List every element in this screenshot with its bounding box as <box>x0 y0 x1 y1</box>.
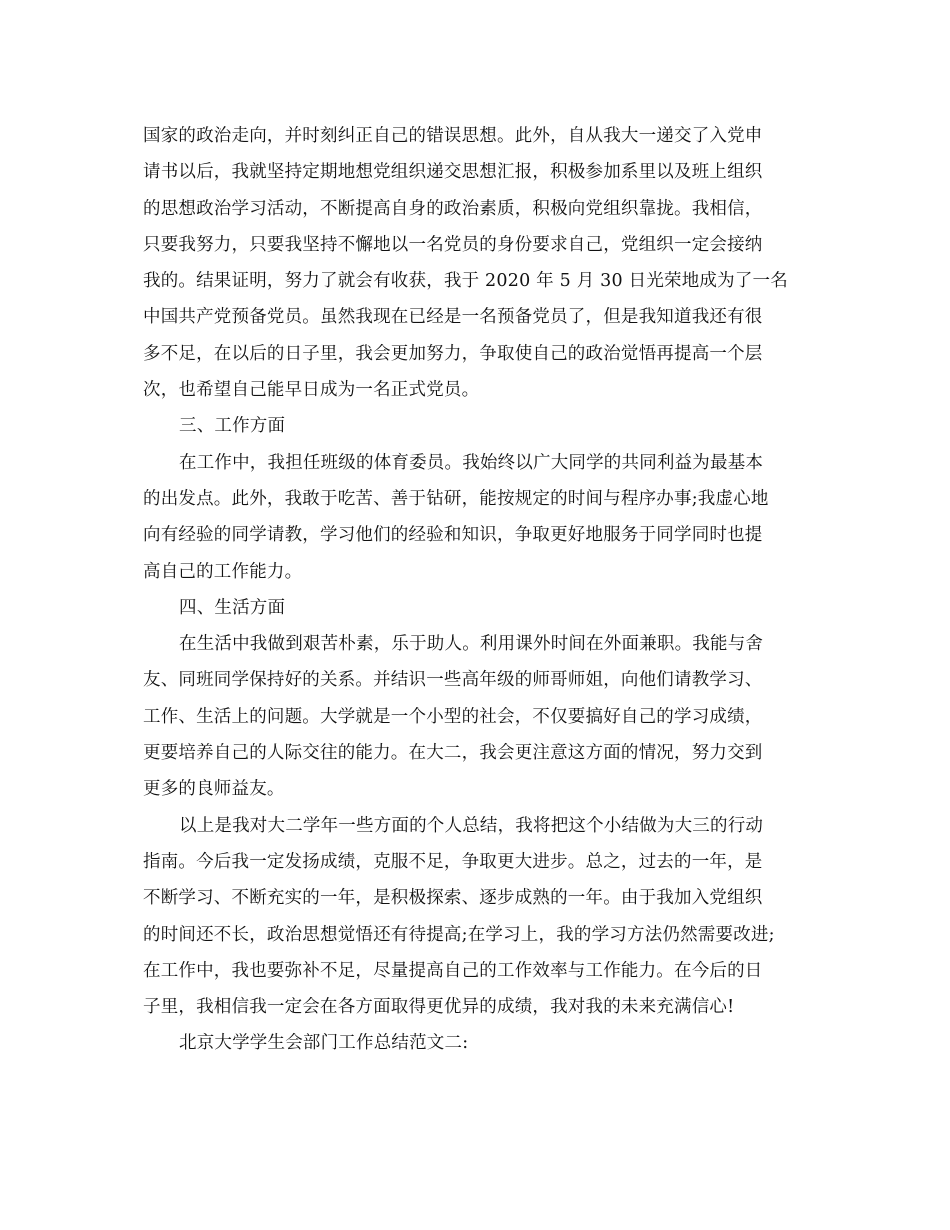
text-line: 向有经验的同学请教，学习他们的经验和知识，争取更好地服务于同学同时也提 <box>143 525 763 546</box>
paragraph-first-line: 以上是我对大二学年一些方面的个人总结，我将把这个小结做为大三的行动 <box>179 815 764 836</box>
paragraph-first-line: 北京大学学生会部门工作总结范文二: <box>179 1033 469 1054</box>
text-line: 指南。今后我一定发扬成绩，克服不足，争取更大进步。总之，过去的一年，是 <box>143 851 763 872</box>
paragraph-first-line: 三、工作方面 <box>179 416 286 437</box>
text-line: 高自己的工作能力。 <box>143 561 303 582</box>
document-body <box>143 118 823 1062</box>
text-line: 更多的良师益友。 <box>143 779 285 800</box>
text-line: 工作、生活上的问题。大学就是一个小型的社会，不仅要搞好自己的学习成绩， <box>143 706 763 727</box>
text-line: 只要我努力，只要我坚持不懈地以一名党员的身份要求自己，党组织一定会接纳 <box>143 234 763 255</box>
text-line: 子里，我相信我一定会在各方面取得更优异的成绩，我对我的未来充满信心! <box>143 997 735 1018</box>
text-line: 中国共产党预备党员。虽然我现在已经是一名预备党员了，但是我知道我还有很 <box>143 307 763 328</box>
text-line: 次，也希望自己能早日成为一名正式党员。 <box>143 380 480 401</box>
text-line: 更要培养自己的人际交往的能力。在大二，我会更注意这方面的情况，努力交到 <box>143 743 763 764</box>
text-line: 不断学习、不断充实的一年，是积极探索、逐步成熟的一年。由于我加入党组织 <box>143 888 763 909</box>
text-line: 在工作中，我也要弥补不足，尽量提高自己的工作效率与工作能力。在今后的日 <box>143 960 763 981</box>
text-line: 的出发点。此外，我敢于吃苦、善于钻研，能按规定的时间与程序办事;我虚心地 <box>143 488 769 509</box>
text-line: 我的。结果证明，努力了就会有收获，我于 2020 年 5 月 30 日光荣地成为了一名 <box>143 271 788 292</box>
text-line: 多不足，在以后的日子里，我会更加努力，争取使自己的政治觉悟再提高一个层 <box>143 343 763 364</box>
paragraph-first-line: 在生活中我做到艰苦朴素，乐于助人。利用课外时间在外面兼职。我能与舍 <box>179 634 764 655</box>
text-line: 请书以后，我就坚持定期地想党组织递交思想汇报，积极参加系里以及班上组织 <box>143 162 763 183</box>
paragraph-first-line: 在工作中，我担任班级的体育委员。我始终以广大同学的共同利益为最基本 <box>179 452 764 473</box>
text-line: 的思想政治学习活动，不断提高自身的政治素质，积极向党组织靠拢。我相信， <box>143 198 763 219</box>
text-line: 国家的政治走向，并时刻纠正自己的错误思想。此外，自从我大一递交了入党申 <box>143 126 763 146</box>
text-line: 的时间还不长，政治思想觉悟还有待提高;在学习上，我的学习方法仍然需要改进; <box>143 924 775 945</box>
text-line: 友、同班同学保持好的关系。并结识一些高年级的师哥师姐，向他们请教学习、 <box>143 670 763 691</box>
paragraph-first-line: 四、生活方面 <box>179 597 286 618</box>
